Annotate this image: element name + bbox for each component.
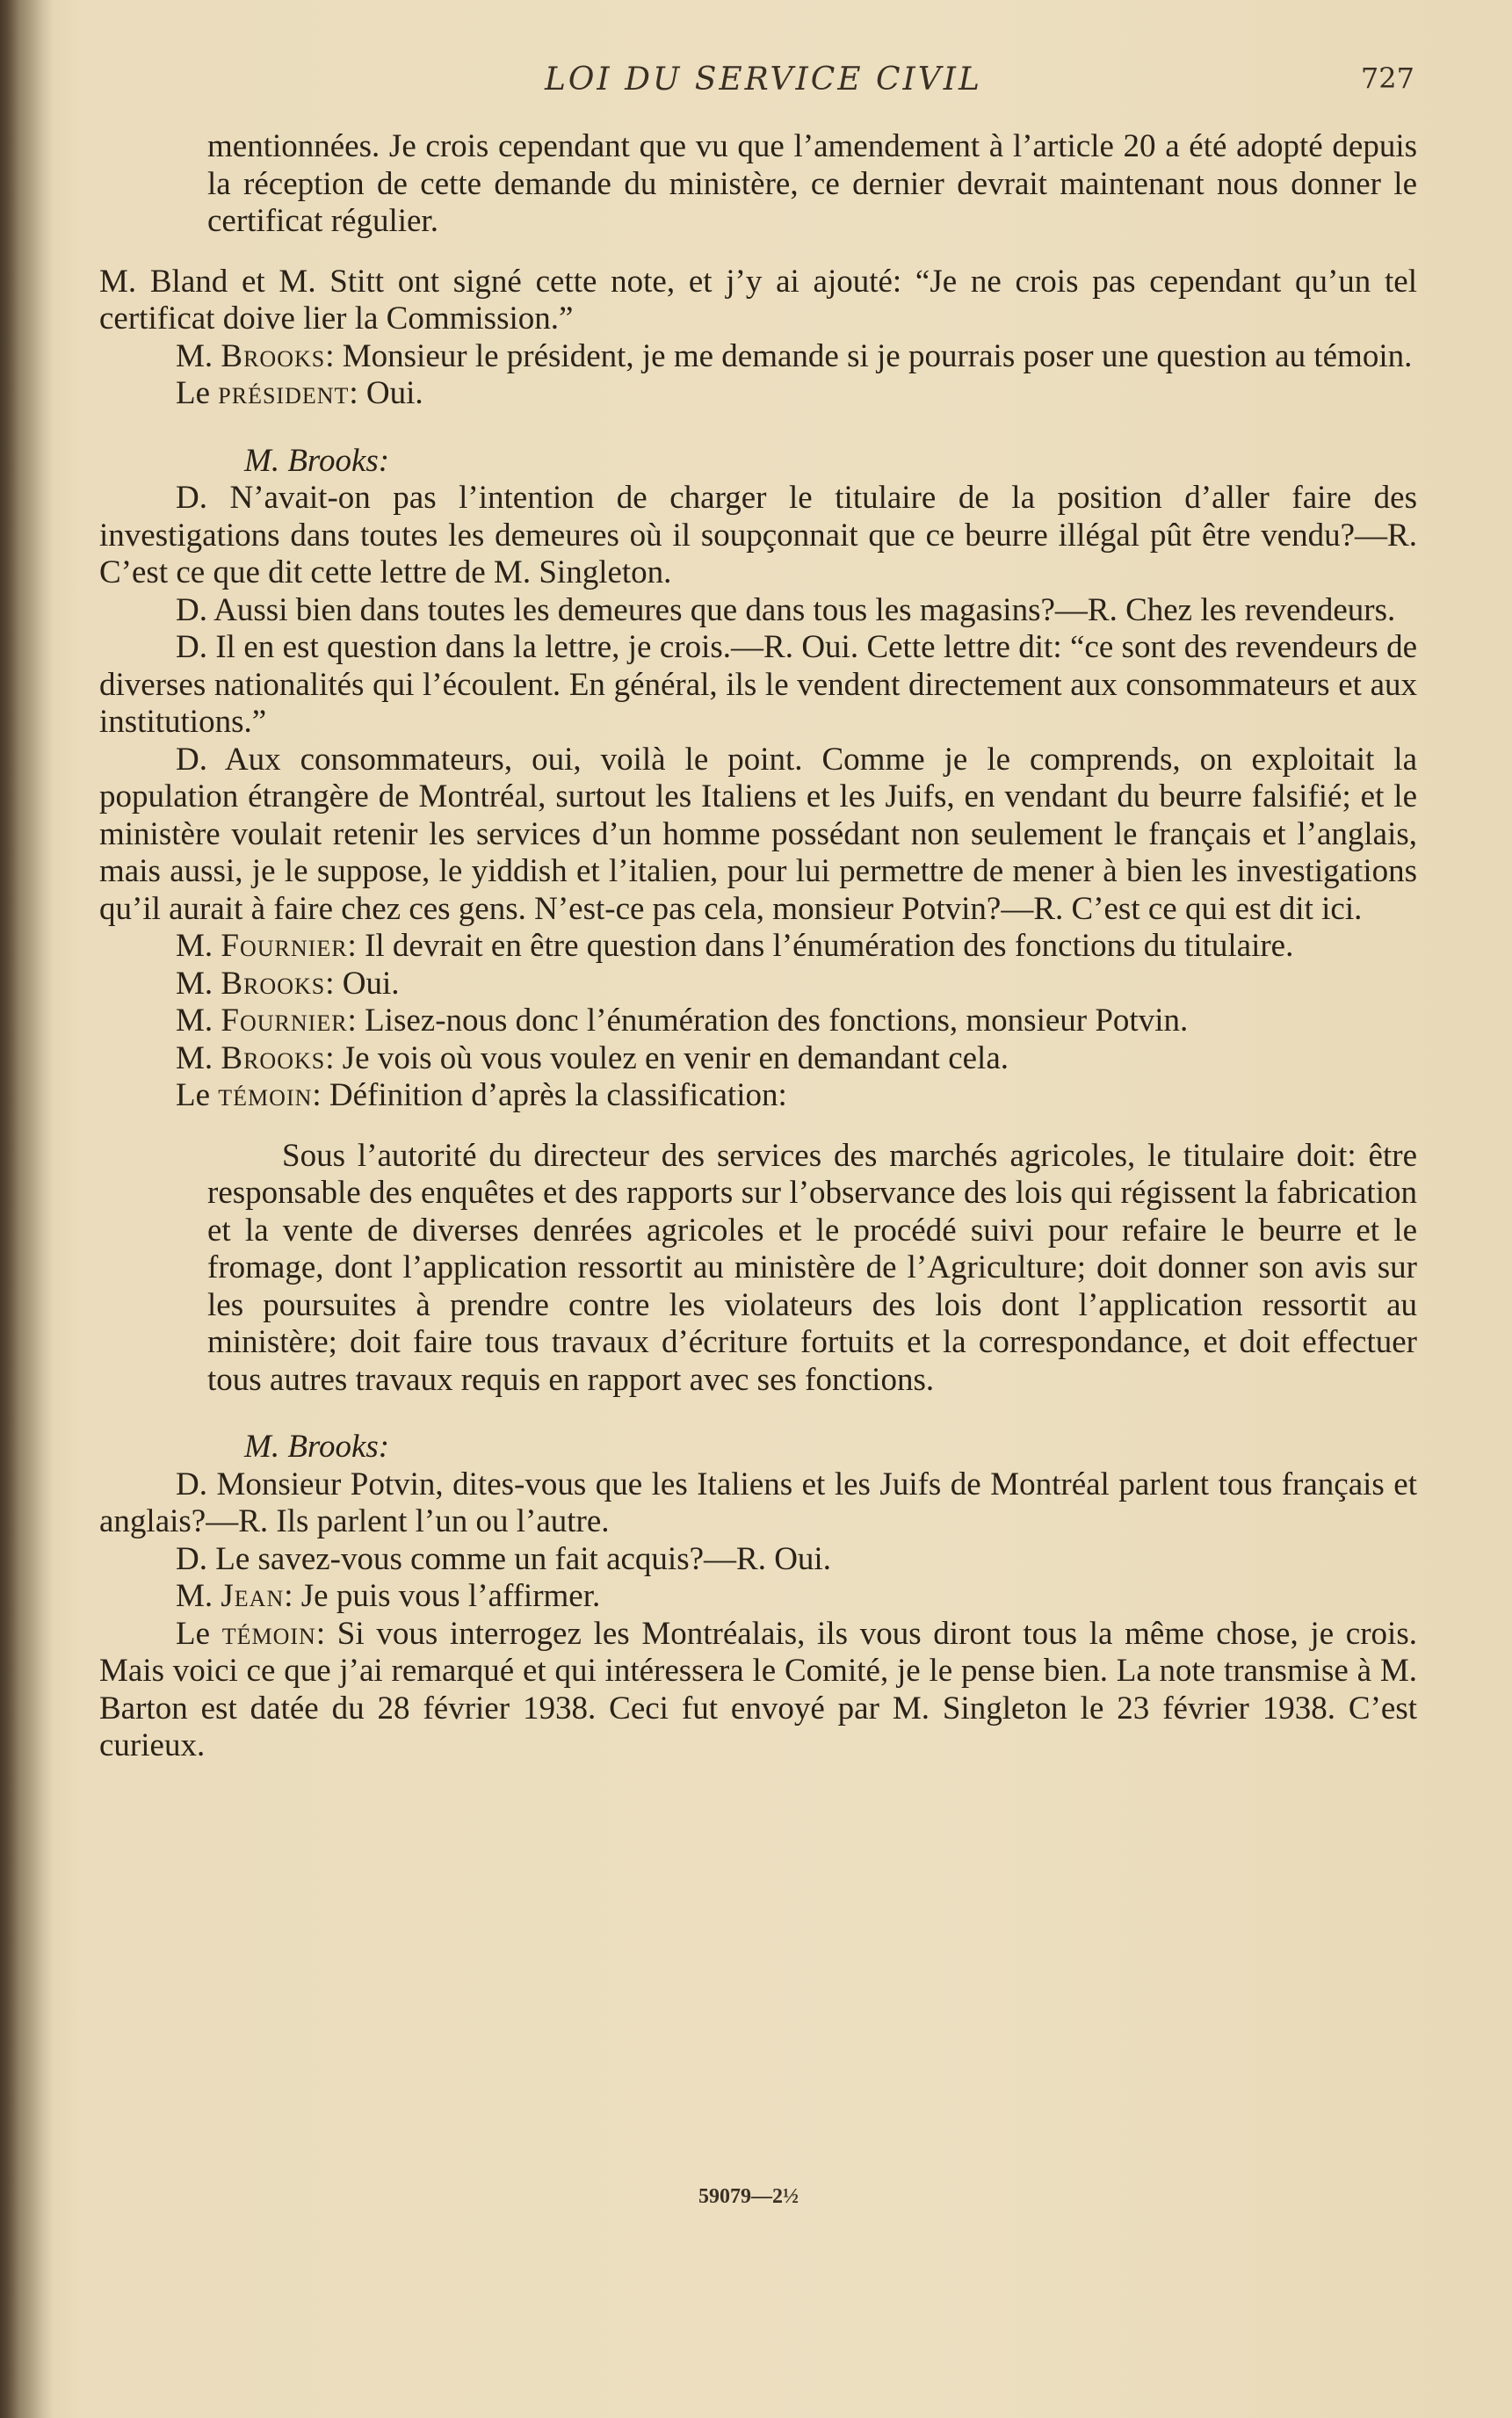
speaker-name: Brooks bbox=[221, 965, 326, 1002]
speech: : Je vois où vous voulez en venir en demandant cela. bbox=[325, 1039, 1009, 1076]
paragraph-question: D. Il en est question dans la lettre, je crois.—R. Oui. Cette lettre dit: “ce sont des revendeurs de diverses nationalités qui l’écoulent. En général, ils le vendent directement aux consommateurs et aux institutions.” bbox=[99, 629, 1417, 740]
paragraph-fournier bbox=[99, 928, 1417, 966]
speaker-name: Brooks bbox=[221, 1039, 326, 1076]
quote-text: Sous l’autorité du directeur des services des marchés agricoles, le titulaire doit: être responsable des enquêtes et des rapports sur l’observance des lois qui régissent la fabrication et la vente de diverses denrées agricoles et le procédé suivi pour refaire le beurre et le fromage, dont l’application ressortit au ministère de l’Agriculture; doit donner son avis sur les poursuites à prendre contre les violateurs des lois dont l’application ressortit au ministère; doit faire tous travaux d’écriture fortuits et la correspondance, et doit effectuer tous autres travaux requis en rapport avec ses fonctions. bbox=[207, 1137, 1417, 1398]
speaker-name: Fournier bbox=[221, 928, 348, 964]
paragraph-president bbox=[99, 375, 1417, 413]
speech: : Si vous interrogez les Montréalais, ils vous diront tous la même chose, je crois. Mais voici ce que j’ai remarqué et qui intéressera le Comité, je le pense bien. La note transmise à M. Barton est datée du 28 février 1938. Ceci fut envoyé par M. Singleton le 23 février 1938. C’est curieux. bbox=[99, 1615, 1417, 1763]
speaker-name: témoin bbox=[218, 1077, 313, 1113]
page-header bbox=[101, 62, 1414, 100]
speaker-prefix: Le bbox=[176, 1615, 222, 1652]
speaker-prefix: M. bbox=[176, 965, 221, 1002]
paragraph-note: M. Bland et M. Stitt ont signé cette note, et j’y ai ajouté: “Je ne crois pas cependant qu’un tel certificat doive lier la Commission.” bbox=[99, 263, 1417, 337]
speaker-prefix: M. bbox=[176, 1003, 221, 1039]
speaker-name: Jean bbox=[221, 1578, 285, 1614]
paragraph-fournier bbox=[99, 1003, 1417, 1040]
block-quote bbox=[99, 1138, 1417, 1400]
paragraph-question: D. Aussi bien dans toutes les demeures que dans tous les magasins?—R. Chez les revendeurs. bbox=[176, 591, 1396, 628]
paragraph-question: D. Aux consommateurs, oui, voilà le point. Comme je le comprends, on exploitait la population étrangère de Montréal, surtout les Italiens et les Juifs, en vendant du beurre falsifié; et le ministère voulait retenir les services d’un homme possédant non seulement le français et l’anglais, mais aussi, je le suppose, le yiddish et l’italien, pour lui permettre de mener à bien les investigations qu’il aurait à faire chez ces gens. N’est-ce pas cela, monsieur Potvin?—R. C’est ce qui est dit ici. bbox=[99, 741, 1417, 927]
speaker-prefix: Le bbox=[176, 1077, 219, 1113]
speaker-name: Fournier bbox=[221, 1003, 348, 1039]
printer-signature: 59079—2½ bbox=[698, 2185, 799, 2208]
speech: : Il devrait en être question dans l’énumération des fonctions du titulaire. bbox=[347, 928, 1294, 964]
paragraph-continuation: mentionnées. Je crois cependant que vu que l’amendement à l’article 20 a été adopté depuis la réception de cette demande du ministère, ce dernier devrait maintenant nous donner le certificat régulier. bbox=[207, 128, 1417, 239]
body-text bbox=[99, 128, 1417, 1765]
speaker-prefix: M. bbox=[176, 1578, 221, 1614]
speech: : Lisez-nous donc l’énumération des fonctions, monsieur Potvin. bbox=[347, 1003, 1189, 1039]
page-number: 727 bbox=[1360, 62, 1414, 95]
paragraph-question: D. Le savez-vous comme un fait acquis?—R. Oui. bbox=[176, 1540, 831, 1577]
paragraph-brooks bbox=[99, 1040, 1417, 1078]
paragraph-brooks bbox=[99, 966, 1417, 1003]
speech: : Définition d’après la classification: bbox=[312, 1077, 787, 1113]
speaker-name: Brooks bbox=[221, 337, 326, 374]
speaker-name: président bbox=[218, 375, 350, 411]
speaker-prefix: Le bbox=[176, 375, 219, 411]
speaker-prefix: M. bbox=[176, 928, 221, 964]
paragraph-question: D. Monsieur Potvin, dites-vous que les Italiens et les Juifs de Montréal parlent tous français et anglais?—R. Ils parlent l’un ou l’autre. bbox=[99, 1466, 1417, 1539]
speaker-prefix: M. bbox=[176, 337, 221, 374]
paragraph-brooks-question bbox=[99, 338, 1417, 376]
section-heading-brooks: M. Brooks: bbox=[244, 1429, 390, 1465]
paragraph-temoin bbox=[99, 1077, 1417, 1115]
speech: : Monsieur le président, je me demande si je pourrais poser une question au témoin. bbox=[325, 337, 1413, 374]
paragraph-temoin bbox=[99, 1616, 1417, 1765]
speaker-name: témoin bbox=[221, 1615, 316, 1652]
speech: : Oui. bbox=[325, 965, 400, 1002]
section-heading-brooks: M. Brooks: bbox=[244, 442, 390, 479]
paragraph-question: D. N’avait-on pas l’intention de charger le titulaire de la position d’aller faire des investigations dans toutes les demeures où il soupçonnait que ce beurre illégal pût être vendu?—R. C’est ce que dit cette lettre de M. Singleton. bbox=[99, 480, 1417, 590]
paragraph-jean bbox=[99, 1578, 1417, 1616]
binding-shadow bbox=[0, 0, 53, 2418]
speaker-prefix: M. bbox=[176, 1039, 221, 1076]
speech: : Oui. bbox=[349, 375, 423, 411]
running-head: LOI DU SERVICE CIVIL bbox=[545, 62, 982, 98]
speech: : Je puis vous l’affirmer. bbox=[284, 1578, 601, 1614]
